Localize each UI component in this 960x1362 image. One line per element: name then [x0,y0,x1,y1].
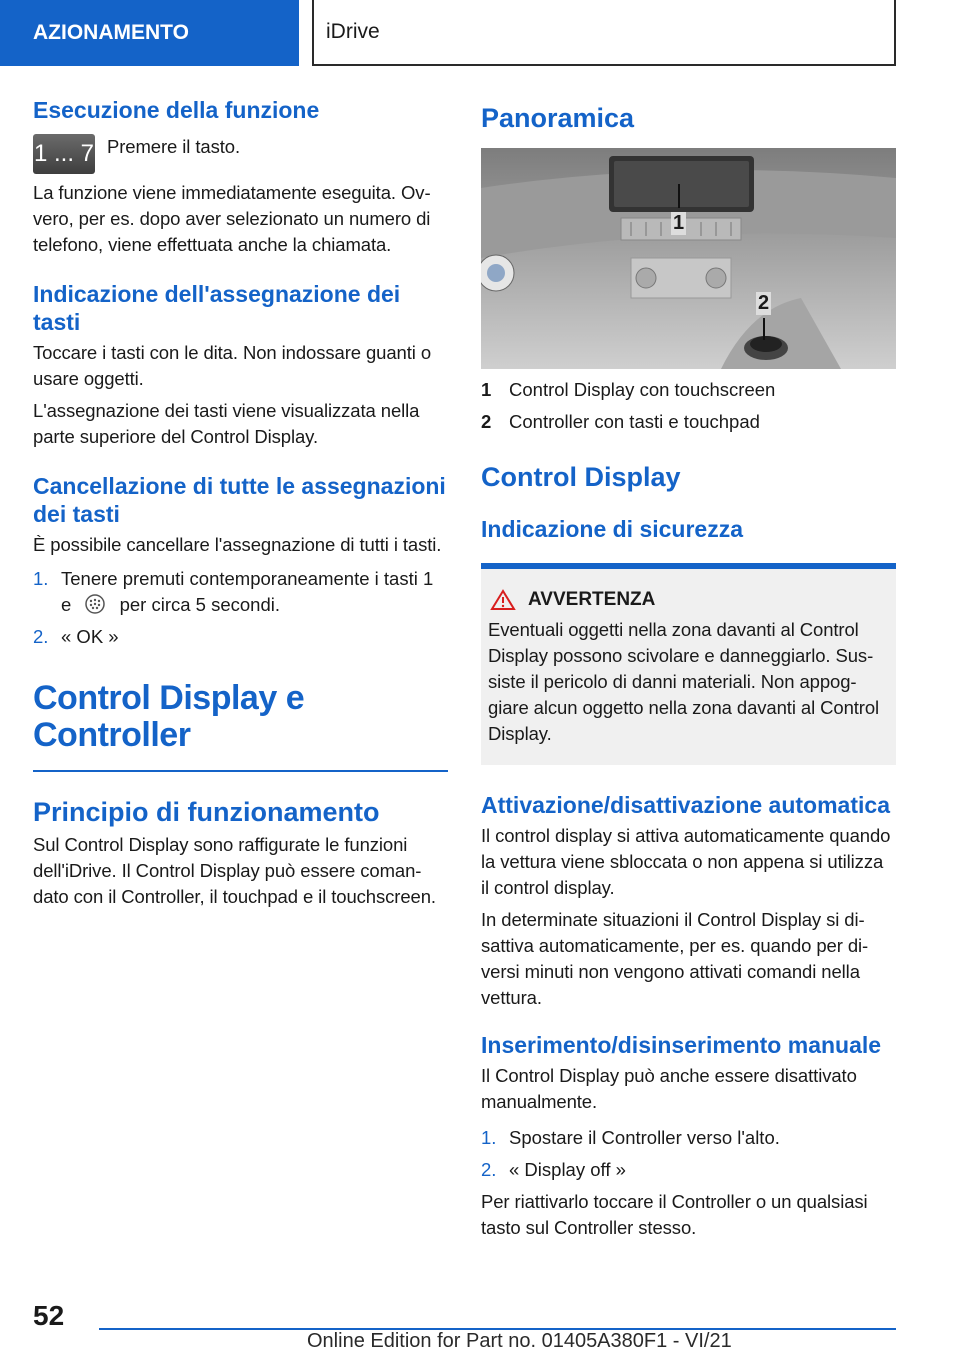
step-text: « Display off » [509,1159,626,1180]
warning-title-row [488,589,889,611]
page-number: 52 [33,1300,65,1331]
steps-list-right [481,1125,896,1183]
right-column [481,96,896,1241]
step-text [61,566,448,618]
heading-control-display: Control Display [481,462,681,492]
photo-legend [481,377,896,435]
step-text: « OK » [61,626,119,647]
list-item [481,1125,896,1151]
warning-triangle-icon [490,589,516,611]
step-text: Spostare il Controller verso l'alto. [509,1127,780,1148]
text-premere: Premere il tasto. [107,136,240,157]
dashboard-photo [481,148,896,369]
text-principio: Sul Control Display sono raffigurate le funzioni dell'iDrive. Il Control Display può essere comandato con il Controller, il touchpad e il touchscreen. [33,834,436,907]
legend-number: 2 [481,411,492,432]
heading-panoramica: Panoramica [481,103,635,133]
steps-list [33,566,448,650]
grip-button-icon [84,593,106,615]
section-rule [33,770,448,772]
header-section-tab: AZIONAMENTO [0,0,299,66]
list-item [33,566,448,618]
legend-item [481,377,896,403]
warning-text: Eventuali oggetti nella zona davanti al Control Display possono scivolare e danneggiarlo. Sussiste il pericolo di danni materiali. Non appoggiare alcun oggetto nella zona davanti al Control Display. [488,619,880,744]
left-column [33,96,448,910]
heading-sicurezza: Indicazione di sicurezza [481,516,744,542]
heading-principio: Principio di funzionamento [33,797,380,827]
text-esecuzione: La funzione viene immediatamente eseguita. Ovvero, per es. dopo aver selezionato un numero di telefono, viene effettuata anche la chiamata. [33,182,431,255]
legend-text: Controller con tasti e touchpad [509,411,760,432]
heading-attivazione: Attivazione/disattivazione automatica [481,792,890,818]
heading-control-display-controller: Control Display e Controller [33,679,305,754]
photo-label-2: 2 [758,292,770,314]
header-chapter-title: iDrive [312,0,896,66]
list-item [33,624,448,650]
footer-edition: Online Edition for Part no. 01405A380F1 - VI/21 [307,1330,732,1352]
step-number: 1. [33,568,49,589]
dashboard-illustration [481,148,896,369]
list-item [481,1157,896,1183]
text-indicazione-1: Toccare i tasti con le dita. Non indossare guanti o usare oggetti. [33,342,432,389]
text-indicazione-2: L'assegnazione dei tasti viene visualizzata nella parte superiore del Control Display. [33,400,420,447]
heading-inserimento: Inserimento/disinserimento manuale [481,1032,882,1058]
step-text-a: Tenere premuti contemporaneamente i tasti 1 e [61,568,434,615]
text-inserimento: Il Control Display può anche essere disattivato manualmente. [481,1065,857,1112]
warning-title: AVVERTENZA [528,589,656,610]
step-number: 2. [481,1159,497,1180]
favorite-keys-image: 1 ... 7 [33,134,95,174]
photo-label-1: 1 [673,212,685,234]
warning-box [481,563,896,765]
heading-indicazione: Indicazione dell'assegnazione dei tasti [33,281,401,335]
heading-cancellazione: Cancellazione di tutte le assegnazioni dei tasti [33,473,446,527]
text-attivazione-1: Il control display si attiva automaticamente quando la vettura viene sbloccata o non appena si utilizza il control display. [481,825,891,898]
text-riattivare: Per riattivarlo toccare il Controller o un qualsiasi tasto sul Controller stesso. [481,1191,868,1238]
step-number: 1. [481,1127,497,1148]
legend-number: 1 [481,379,492,400]
text-cancellazione: È possibile cancellare l'assegnazione di tutti i tasti. [33,534,442,555]
legend-text: Control Display con touchscreen [509,379,776,400]
heading-esecuzione: Esecuzione della funzione [33,97,320,123]
legend-item [481,409,896,435]
text-attivazione-2: In determinate situazioni il Control Display si disattiva automaticamente, per es. quando per diversi minuti non vengono attivati comandi nella vettura. [481,909,869,1008]
step-number: 2. [33,626,49,647]
step-text-b: per circa 5 secondi. [119,594,280,615]
